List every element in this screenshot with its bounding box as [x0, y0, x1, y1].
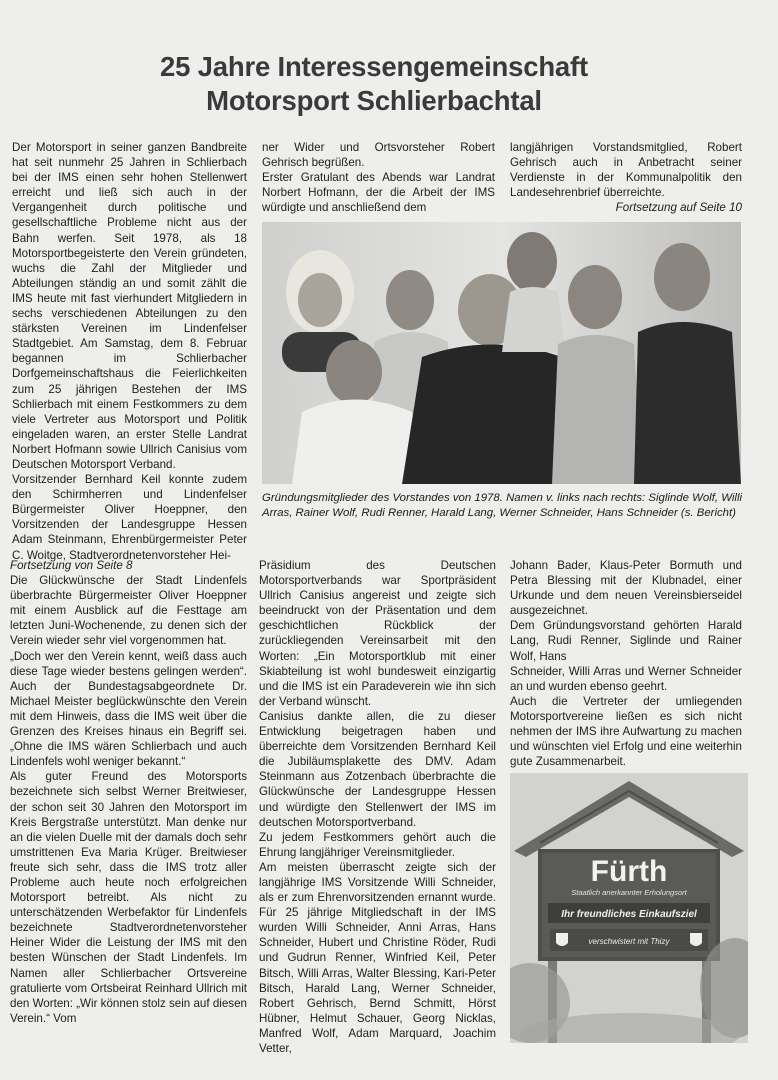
paragraph: Die Glückwünsche der Stadt Lindenfels überbrachte Bürgermeister Oliver Hoeppner mit einem Ausblick auf die Festtage am letzten Juni-Wochenende, zu denen sich der Verein wieder sehr viel vorgenommen hat.	[10, 574, 247, 648]
top-column-3	[510, 140, 742, 215]
group-photo-illustration	[262, 222, 741, 484]
paragraph: Auch die Vertreter der umliegenden Motorsportvereine ließen es sich nicht nehmen der IMS ihre Aufwartung zu machen und wünschten viel Erfolg und eine weiterhin gute Zusammenarbeit.	[510, 694, 742, 769]
paragraph: ner Wider und Ortsvorsteher Robert Gehrisch begrüßen.	[262, 141, 495, 170]
bottom-column-3	[510, 558, 742, 769]
coat-of-arms-icon	[556, 933, 568, 946]
top-column-1	[12, 140, 247, 563]
paragraph: „Doch wer den Verein kennt, weiß dass auch diese Tage wieder bestens gelingen werden“. Auch der Bundestagsabgeordnete Dr. Michael Meister beglückwünschte den Verein mit dem Hinweis, dass die IMS weit über die Grenzen des Kreises hinaus ein Begriff sei. „Ohne die IMS wären Schlierbach und auch Lindenfels wohl weniger bekannt.“	[10, 649, 247, 769]
town-sign-illustration	[510, 773, 748, 1043]
paragraph: Zu jedem Festkommers gehört auch die Ehrung langjähriger Vereinsmitglieder.	[259, 830, 496, 859]
paragraph: Dem Gründungsvorstand gehörten Harald Lang, Rudi Renner, Siglinde und Rainer Wolf, Hans	[510, 619, 742, 663]
group-photo	[262, 222, 741, 484]
paragraph: Vorsitzender Bernhard Keil konnte zudem den Schirmherren und Lindenfelser Bürgermeister Oliver Hoeppner, den Vorsitzenden der Landesgruppe Hessen Adam Steinmann, Ehrenbürgermeister Peter C. Woitge, Stadtverordnetenvorsteher Hei-	[12, 473, 247, 562]
top-column-2	[262, 140, 495, 215]
headline-line-2: Motorsport Schlierbachtal	[206, 85, 542, 116]
town-sign-photo	[510, 773, 748, 1043]
paragraph: langjährigen Vorstandsmitglied, Robert Gehrisch auch in Anbetracht seiner Verdienste in der Kommunalpolitik den Landesehrenbrief überreichte.	[510, 141, 742, 200]
continued-from-note: Fortsetzung von Seite 8	[10, 559, 133, 572]
article-headline	[0, 50, 748, 118]
sign-slogan: Ihr freundliches Einkaufsziel	[561, 909, 697, 920]
paragraph: Canisius dankte allen, die zu dieser Entwicklung beigetragen haben und überreichte dem Vorsitzenden Bernhard Keil die Jubiläumsplakette des DMV. Adam Steinmann aus Zotzenbach überbrachte die Glückwünsche der Landesgruppe Hessen und würdigte den Stellenwert der IMS im deutschen Motorsportverband.	[259, 709, 496, 829]
paragraph: Schneider, Willi Arras und Werner Schneider an und wurden ebenso geehrt.	[510, 664, 742, 693]
photo-caption: Gründungsmitglieder des Vorstandes von 1978. Namen v. links nach rechts: Siglinde Wolf, Willi Arras, Rainer Wolf, Rudi Renner, Harald Lang, Werner Schneider, Hans Schneider (s. Bericht)	[262, 492, 742, 519]
coat-of-arms-icon	[690, 933, 702, 946]
sign-partner-town: verschwistert mit Thizy	[588, 937, 670, 946]
bottom-column-1	[10, 558, 247, 1026]
paragraph: Johann Bader, Klaus-Peter Bormuth und Petra Blessing mit der Klubnadel, einer Urkunde und dem neuen Vereinsbierseidel ausgezeichnet.	[510, 559, 742, 618]
paragraph: Am meisten überrascht zeigte sich der langjährige IMS Vorsitzende Willi Schneider, als er zum Ehrenvorsitzenden ernannt wurde. Für 25 jährige Mitgliedschaft in der IMS wurden Willi Schneider, Anni Arras, Hans Schneider, Hubert und Christine Röder, Rudi und Gudrun Renner, Winfried Keil, Peter Bitsch, Willi Arras, Walter Blessing, Kari-Peter Bitsch, Harald Lang, Werner Schneider, Robert Gehrisch, Bernd Schmitt, Hörst Hübner, Helmut Schauer, Georg Nicklas, Manfred Wolf, Adam Marquard, Joachim Vetter,	[259, 860, 496, 1055]
paragraph: Präsidium des Deutschen Motorsportverbands war Sportpräsident Ullrich Canisius angereist und zeigte sich beeindruckt von der Präsentation und dem geschichtlichen Rückblick der zurückliegenden Vereinsarbeit mit den Worten: „Ein Motorsportklub mit einer Skiabteilung ist wohl bundesweit einzigartig und die IMS ist ein Paradeverein wie ihn sich der Verband wünscht.	[259, 559, 496, 708]
bottom-column-2	[259, 558, 496, 1056]
sign-subtitle: Staatlich anerkannter Erholungsort	[571, 888, 687, 897]
sign-town-name: Fürth	[590, 855, 668, 888]
continued-note: Fortsetzung auf Seite 10	[615, 201, 742, 215]
paragraph: Der Motorsport in seiner ganzen Bandbreite hat seit nunmehr 25 Jahren in Schlierbach bei der IMS einen sehr hohen Stellenwert erreicht und ließ sich auch in der Vergangenheit durch politische und gesellschaftliche Probleme nicht aus der Bahn werfen. Seit 1978, als 18 Motorsportbegeisterte den Verein gründeten, wuchs die Zahl der Mitglieder und Abteilungen ständig an und somit zählt die IMS heute mit fast vierhundert Mitgliedern in sechs verschiedenen Abteilungen zu den stärksten Vereinen im Lindenfelser Stadtgebiet. Am Samstag, dem 8. Februar begannen im Schlierbacher Dorfgemeinschaftshaus die Feierlichkeiten zum 25 jährigen Bestehen der IMS Schlierbach mit einem Festkommers zu dem viele Vertreter aus Motorsport und Politik eingeladen waren, an erster Stelle Landrat Norbert Hofmann sowie Ullrich Canisius vom Deutschen Motorsport Verband.	[12, 141, 247, 471]
paragraph: Als guter Freund des Motorsports bezeichnete sich selbst Werner Breitwieser, der schon seit 30 Jahren den Motorsport im Kreis Bergstraße unterstützt. Man denke nur an die vielen Duelle mit der damals doch sehr umstrittenen Eva Maria Krüger. Breitwieser freute sich sehr, dass die IMS trotz aller Probleme auch heute noch erfolgreichen Motorsport betreibt. Als nicht zu unterschätzenden Werbefaktor für Lindenfels bezeichnete Stadtverordnetenvorsteher Heiner Wider die Leistung der IMS mit den besten Wünschen der Stadt Lindenfels. Im Namen aller Schlierbacher Ortsvereine gratulierte vom Ortsbeirat Reinhard Ullrich mit den Worten: „Wir können stolz sein auf diesen Verein.“ Vom	[10, 770, 247, 1025]
headline-line-1: 25 Jahre Interessengemeinschaft	[160, 51, 588, 82]
paragraph: Erster Gratulant des Abends war Landrat Norbert Hofmann, der die Arbeit der IMS würdigte und anschließend dem	[262, 171, 495, 215]
